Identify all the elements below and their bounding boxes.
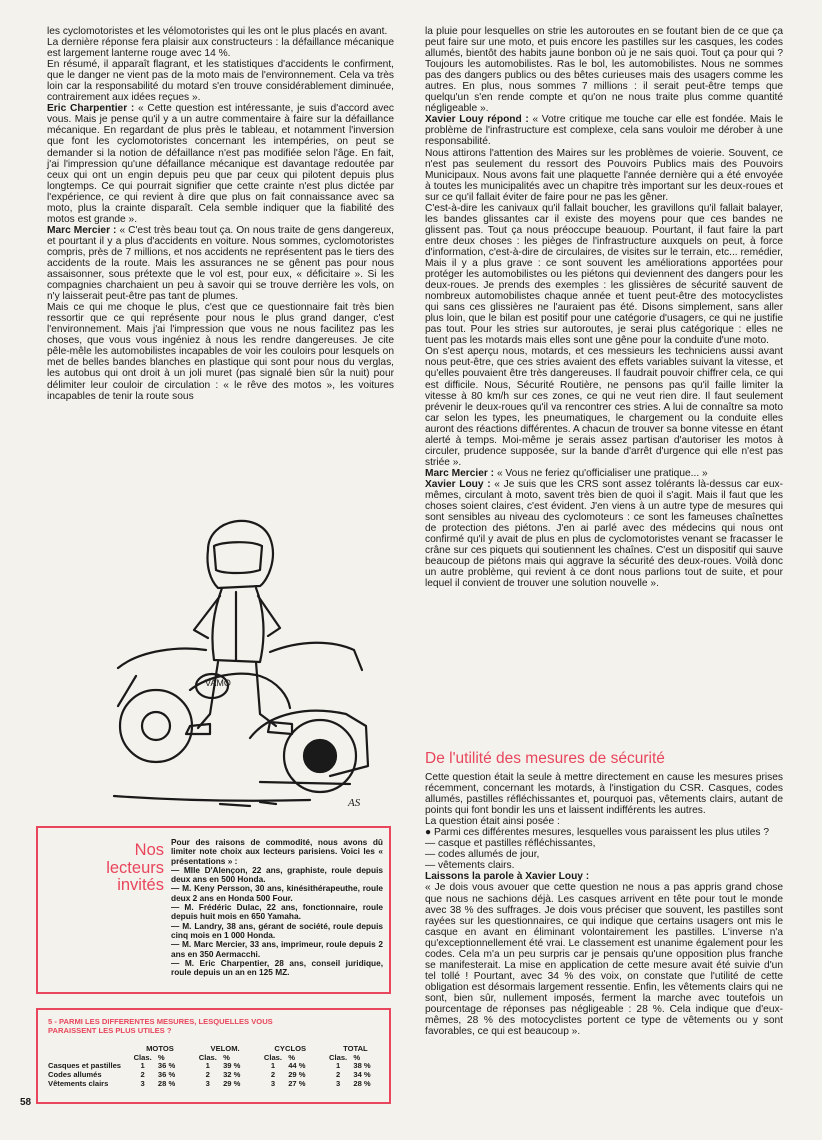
subheader: % (353, 1052, 361, 1062)
row-label: Codes allumés (48, 1070, 102, 1080)
paragraph: Mais ce qui me choque le plus, c'est que ce questionnaire fait très bien ressortir que ce qui représente pour nous le plus grand danger, c'est l'environnement. Mais j'ai l'impression que vous ne nous facilitez pas les choses, que vous vous ingéniez à nous les rendre dangereuses. Je cite pêle-mêle les automobilistes incapables de voir les couloirs pour lesquels on met de belles bandes blanches en plastique qui sont pour nous du verglas, les autobus qui ont droit à un joli muret (pas signalé bien sûr la nuit) pour délimiter leur couloir de circulation : « le rêve des motos », les voitures incapables de tenir la route sous (47, 302, 394, 402)
group-header: CYCLOS (274, 1044, 307, 1053)
subheader: Clas. (263, 1052, 283, 1062)
subheader: Clas. (198, 1052, 217, 1062)
speaker-heading: Laissons la parole à Xavier Louy : (425, 871, 590, 883)
paragraph: Xavier Louy : « Je suis que les CRS sont assez tolérants là-dessus car eux-mêmes, circulant à moto, savent très bien de quoi il s'agit. Mais il faut que les choses soient claires, c'est évident. J'en viens à un autre type de mesures qui sont sensibles au niveau des cyclomoteurs : ce sont les fameuses chaînettes de protection des piétons. J'en ai parlé avec des médecins qui nous ont confirmé qu'il y avait de plus en plus de cyclomotoristes venant se fracasser le crâne sur ces piquets qui soutiennent les chaînes. C'est un dispositif qui sauve beaucoup de piétons mais qui aggrave la sécurité des deux-roues. Voilà donc un autre problème, qui revient à ce dont nous parlions tout de suite, et pour lequel il convient de trouver une solution nouvelle ». (425, 478, 783, 590)
paragraph: les cyclomotoristes et les vélomotoristes qui les ont le plus placés en avant. (47, 26, 388, 37)
speaker-name: Xavier Louy : (425, 478, 491, 490)
table-row: Casques et pastilles 1 36 % 1 39 % 1 44 % 1 38 % (48, 1061, 371, 1071)
paragraph: Cette question était la seule à mettre directement en cause les mesures prises récemment, concernant les motards, à l'instigation du CSR. Casques, codes allumés, pastilles réfléchissantes et, pourquoi pas, vêtements clairs, autant de points qui font bondir les uns et laissent indifférents les autres. (425, 772, 783, 817)
paragraph: C'est-à-dire les canivaux qu'il fallait boucher, les gravillons qu'il fallait balayer, les bandes glissantes car il existe des moyens pour que ces bandes ne glissent pas. Tout ça nous préoccupe beauoup. Pourtant, il faut faire la part entre deux choses : les pièges de l'infrastructure auxquels on peut, à force d'information, c'est-à-dire de circulaires, de visites sur le terrain, etc... remédier, Mais il y a plus grave : ce sont souvent les améliorations apportées pour protéger les automobilistes ou les piétons qui deviennent des dangers pour les deux-roues. Je prends des exemples : les glissières de sécurité sauvent de nombreux automobilistes chaque année et tuent peut-être des motocyclistes qui sans ces glissières ne l'auraient pas été. Disons simplement, sans aller plus loin, que le bilan est positif pour une catégorie d'usagers, ce qui ne justifie pas tout. Pour les stries sur autoroutes, je serai plus catégorique : elles ne tuent pas les motards mais elles sont une gêne pour la conduite d'une moto. (425, 202, 783, 347)
paragraph: En résumé, il apparaît flagrant, et les statistiques d'accidents le confirment, que le danger ne vient pas de la moto mais de l'environnement. Cela va très loin car la responsabilité du motard s'en trouve considérablement diminuée, contrairement aux idées reçues ». (47, 59, 394, 104)
motorcyclist-cartoon-illustration (110, 500, 372, 818)
table-row: Codes allumés 2 36 % 2 32 % 2 29 % 2 34 % (48, 1070, 371, 1080)
group-header: VELOM. (210, 1044, 240, 1053)
right-text-column-bottom (425, 772, 783, 1037)
table-row: Vêtements clairs 3 28 % 3 29 % 3 27 % 3 28 % (48, 1078, 371, 1088)
sidebar-title: Nos lecteurs invités (106, 841, 164, 894)
paragraph: « Je dois vous avouer que cette question ne nous a pas appris grand chose que nous ne sachions déjà. Les casques arrivent en tête pour tout le monde avec 38 % des suffrages. Je dois vous préciser que souvent, les pastilles sont rayées sur les questionnaires, ce qui indique que certains usagers ont mis le casque en avant en éliminant volontairement les pastilles. L'inverse n'a qu'exceptionnellement été vrai. Le classement est unanime également pour les codes. Cela m'a un peu surpris car je pensais qu'une opposition plus franche se manifesterait. La mise en application de cette mesure avait été suivie d'un tel tollé ! Pourtant, avec 34 % des voix, on constate que l'utilité de cette obligation est désormais largement ressentie. Enfin, les vêtements clairs qui ne sont, bien sûr, nullement imposés, ferment la marche avec toutefois un pourcentage de réponses pas négligeable : 28 %. Cela indique que d'eux-mêmes, 28 % des motocyclistes portent ce type de vêtements ou y sont favorables, ce qui est beaucoup ». (425, 882, 783, 1038)
row-label: Vêtements clairs (48, 1078, 109, 1088)
survey-results-table-box (36, 1008, 391, 1104)
subheader: % (288, 1052, 295, 1062)
table-title: 5 - PARMI LES DIFFERENTES MESURES, LESQUELLES VOUS PARAISSENT LES PLUS UTILES ? (48, 1017, 273, 1035)
survey-results-table (48, 1045, 388, 1089)
sidebar-body (171, 838, 383, 977)
page-number: 58 (20, 1097, 32, 1108)
group-header: MOTOS (146, 1044, 174, 1053)
reader-entry: — Mlle D'Alençon, 22 ans, graphiste, roule depuis deux ans en 500 Honda. (171, 864, 383, 885)
group-header: TOTAL (343, 1044, 368, 1053)
sidebar-intro: Pour des raisons de commodité, nous avons dû limiter note choix aux lecteurs parisiens. Voici les « présentations » : (171, 837, 383, 866)
guest-readers-sidebar (36, 826, 391, 994)
survey-question: ● Parmi ces différentes mesures, lesquelles vous paraissent les plus utiles ? (425, 827, 770, 839)
speaker-name: Eric Charpentier : (47, 103, 135, 115)
subheader: % (223, 1052, 230, 1062)
reader-entry: — M. Marc Mercier, 33 ans, imprimeur, roule depuis 2 ans en 350 Aermacchi. (171, 939, 383, 959)
paragraph: La question était ainsi posée : (425, 816, 560, 828)
reader-entry: — M. Eric Charpentier, 28 ans, conseil juridique, roule depuis un an en 125 MZ. (171, 957, 383, 978)
section-heading: De l'utilité des mesures de sécurité (425, 750, 665, 767)
artist-signature: AS (348, 797, 361, 809)
reader-entry: — M. Landry, 38 ans, gérant de société, roule depuis cinq mois en 1 000 Honda. (171, 920, 383, 940)
left-text-column (47, 26, 394, 402)
subheader: % (157, 1052, 165, 1062)
speaker-name: Marc Mercier : (425, 467, 495, 479)
paragraph: la pluie pour lesquelles on strie les autoroutes en se foutant bien de ce que ça peut faire sur une moto, et puis encore les pastilles sur les casques, les codes allumés, bientôt des habits jaune bonbon où je ne sais quoi. Tout ça pour qui ? Toujours les automobilistes. Ras le bol, les automobilistes. Nous ne sommes pas des dangers publics ou des bêtes curieuses mais des usagers comme les autres. En plus, nous sommes 7 millions : il serait peut-être temps que quelqu'un s'en rende compte et qu'on ne nous traite plus comme quantité négligeable ». (425, 26, 783, 115)
speaker-name: Xavier Louy répond : (425, 114, 529, 126)
paragraph: Nous attirons l'attention des Maires sur les problèmes de voierie. Souvent, ce n'est pas seulement du ressort des Pouvoirs Publics mais des Pouvoirs Municipaux. Nous avons fait une plaquette l'année dernière qui a été envoyée à toutes les municipalités avec un chapitre très important sur les deux-roues et sur ce qu'il fallait éviter de faire pour ne pas les gêner. (425, 147, 783, 203)
survey-option: — vêtements clairs. (425, 860, 515, 872)
subheader: Clas. (133, 1052, 152, 1062)
paragraph: Eric Charpentier : « Cette question est intéressante, je suis d'accord avec vous. Mais je pense qu'il y a un autre commentaire à faire sur la défaillance mécanique. En regardant de plus près le tableau, et notamment l'inversion que font les cyclomotoristes concernant les intempéries, on peut se demander si la notion de défaillance n'est pas modifiée selon l'âge. En fait, j'ai l'impression qu'une défaillance mécanique est davantage redoutée par ceux qui ont un engin depuis peu que par ceux qui pilotent depuis plus longtemps. Ce qui pourrait signifier que cette crainte n'est plus dictée par l'expérience, ce qui revient à dire que plus on fait connaissance avec sa moto, plus la crainte disparaît. Cela semble indiquer que la fiabilité des motos est grande ». (47, 103, 394, 225)
speaker-name: Marc Mercier : (47, 224, 117, 236)
paragraph: La dernière réponse fera plaisir aux constructeurs : la défaillance mécanique est largement lanterne rouge avec 14 %. (47, 37, 394, 60)
subheader: Clas. (329, 1052, 348, 1062)
paragraph: Marc Mercier : « C'est très beau tout ça. On nous traite de gens dangereux, et pourtant il y a plus d'accidents en voiture. Nous sommes, cyclomotoristes compris, près de 7 millions, et nos accidents ne représentent pas le tiers des accidents de la route. Mais les assurances ne se gênent pas pour nous assaisonner, sous prétexte que le vol est, pour eux, « déficitaire ». Si les compagnies charchaient un peu à savoir qui se trouve derrière les vols, on n'y laisserait peut-être pas tant de plumes. (47, 224, 394, 303)
helmet-lettering: VAMO (205, 678, 231, 688)
row-label: Casques et pastilles (48, 1061, 122, 1071)
paragraph: Marc Mercier : « Vous ne feriez qu'officialiser une pratique... » (425, 467, 708, 479)
paragraph: On s'est aperçu nous, motards, et ces messieurs les techniciens aussi avant nous peut-être, que ces stries avaient des effets variables suivant la vitesse, et qu'elles pouvaient être très dangereuses. Il faudrait pouvoir chiffrer cela, ce qui est difficile. Nous, Sécurité Routière, ne pensons pas qu'il faille limiter la vitesse à 80 km/h sur ces zones, ce qui ne veut rien dire. Il faut seulement prévenir le deux-roues qu'il va rencontrer ces stries. A lui de connaître sa moto car selon les types, les pneumatiques, le chargement ou la conduite elles auront des réactions différentes. A chacun de trouver sa bonne vitesse en étant alerté à temps. Moi-même je serais assez partisan d'autoriser les motos à circuler, prudence supposée, sur la bande d'arrêt d'urgence qui elle n'est pas striée ». (425, 346, 783, 468)
right-text-column-top (425, 26, 783, 589)
paragraph: Xavier Louy répond : « Votre critique me touche car elle est fondée. Mais le problème de l'infrastructure est complexe, cela sans vouloir me dérober à une responsabilité. (425, 114, 783, 148)
survey-option: — casque et pastilles réfléchissantes, (425, 838, 596, 850)
survey-option: — codes allumés de jour, (425, 849, 540, 861)
reader-entry: — M. Keny Persson, 30 ans, kinésithérapeuthe, roule deux 2 ans en Honda 500 Four. (171, 883, 383, 903)
reader-entry: — M. Frédéric Dulac, 22 ans, fonctionnaire, roule depuis huit mois en 650 Yamaha. (171, 902, 383, 922)
